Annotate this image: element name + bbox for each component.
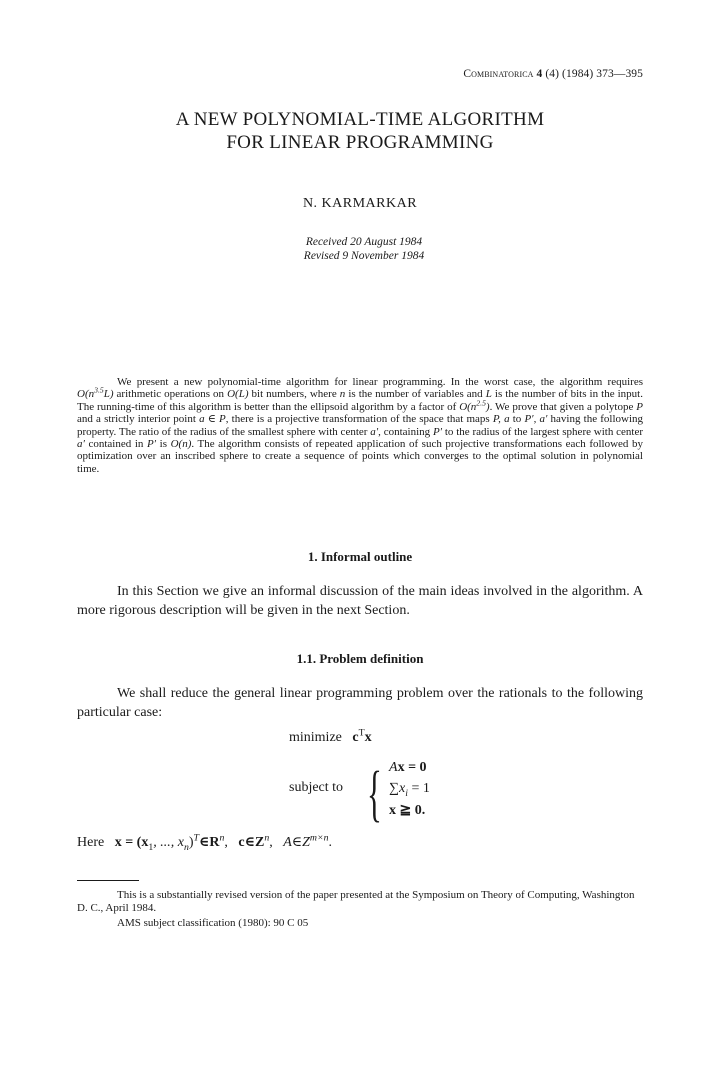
paper-title [0,108,720,154]
lp-constraint-1: Ax = 0 [389,760,427,775]
revised-date: Revised 9 November 1984 [303,250,425,262]
title-line-1: A NEW POLYNOMIAL-TIME ALGORITHM [175,109,545,130]
journal-volume: 4 [536,68,543,80]
lp-objective: minimize $c^Tx$ [289,727,372,745]
lp-constraint-3: x ≧ 0. [389,803,426,818]
journal-issue: (4) (1984) 373—395 [545,68,643,80]
abstract: We present a new polynomial-time algorithm for linear programming. In the worst case, the algorithm requires $O(n^{3.5}L)$ arithmetic operations on O(L) bit numbers, where n is the number of variables and L is the number of bits in the input. The running-time of this algorithm is better than the ellipsoid algorithm by a factor of $O(n^{2.5})$. We prove that given a polytope P and a strictly interior point a ∈ P, there is a projective transformation of the space that maps P, a to P′, a′ having the following property. The ratio of the radius of the smallest sphere with center a′, containing P′ to the radius of the largest sphere with center a′ contained in P′ is O(n). The algorithm consists of repeated application of such projective transformations each followed by optimization over an inscribed sphere to create a sequence of points which converges to the optimal solution in polynomial time. [77,376,644,475]
lp-subject-to: subject to [289,780,344,795]
received-date: Received 20 August 1984 [305,236,423,248]
section-heading-1-1: 1.1. Problem definition [296,651,424,666]
lp-constraint-2: $\sum x_i = 1$ [389,781,430,799]
footnote-text: This is a substantially revised version of the paper presented at the Symposium on Theory of Computing, Washington D. C., April 1984. [77,889,635,914]
here-definitions: Here $x = (x_1$, ..., $x_n)^T\in R^n$, $c\in Z^n$, $A\in Z^{m\times n}$. [77,832,333,853]
title-line-2: FOR LINEAR PROGRAMMING [226,132,494,153]
author-name: N. KARMARKAR [302,196,418,211]
journal-name: Combinatorica [463,68,534,80]
section-1-1-text: We shall reduce the general linear programming problem over the rationals to the following particular case: [77,686,643,720]
dates-block [0,235,720,263]
journal-header [463,68,643,80]
section-1-text: In this Section we give an informal discussion of the main ideas involved in the algorithm. A more rigorous description will be given in the next Section. [77,584,643,618]
section-heading-1: 1. Informal outline [307,549,413,564]
footnote-rule [77,880,139,881]
ams-classification: AMS subject classification (1980): 90 C 05 [117,917,309,929]
lp-constraint-brace: { [367,760,382,828]
